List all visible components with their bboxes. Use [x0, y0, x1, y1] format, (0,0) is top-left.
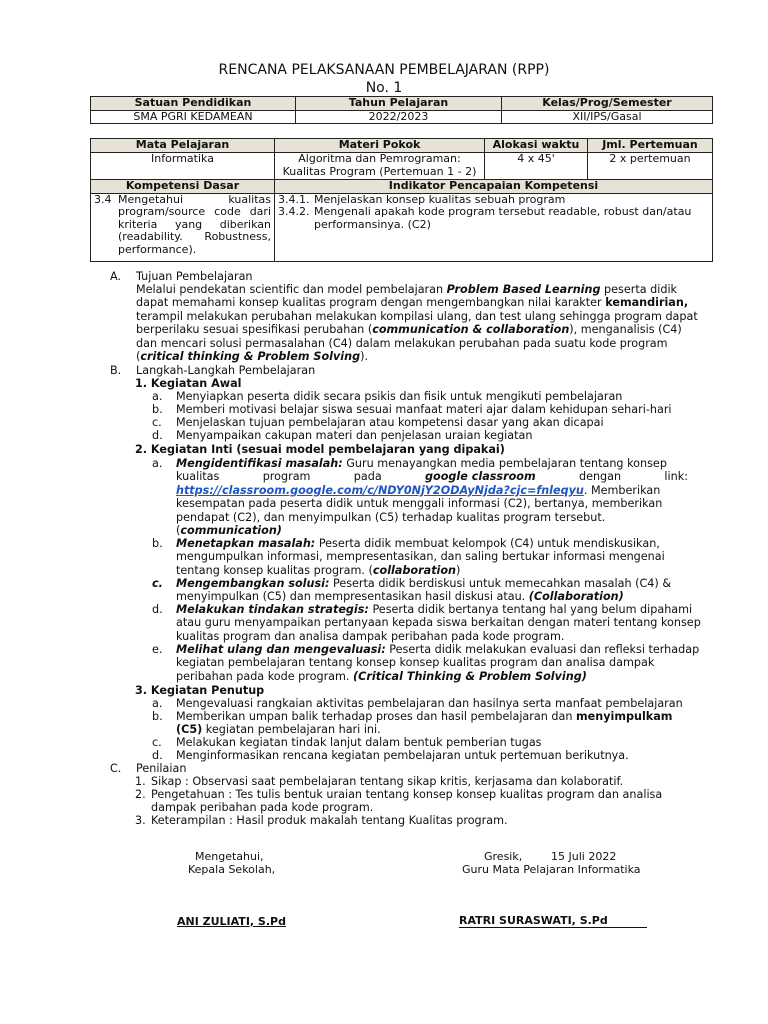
header-mapel: Mata Pelajaran [91, 139, 275, 153]
list-marker: b. [152, 537, 163, 550]
document-number: No. 1 [365, 80, 403, 96]
step-text: ) [456, 563, 461, 577]
kegiatan-inti-heading: 2. Kegiatan Inti (sesuai model pembelajaran yang dipakai) [135, 443, 505, 456]
kegiatan-penutup-heading: 3. Kegiatan Penutup [135, 684, 265, 697]
step-text: kualitas program dan analisa dampak peribahan pada kode program. [176, 629, 565, 643]
tujuan-skill: critical thinking & Problem Solving [140, 350, 361, 364]
value-materi [275, 153, 485, 180]
list-text: Menyiapkan peserta didik secara psikis dan fisik untuk mengikuti pembelajaran [176, 390, 623, 403]
step-text: Peserta didik bertanya tentang hal yang belum dipahami [368, 603, 693, 616]
materi-line: Kualitas Program (Pertemuan 1 - 2) [282, 164, 477, 178]
list-marker: d. [152, 749, 163, 762]
step-text: peribahan pada kode program. [176, 669, 354, 683]
tujuan-text: dapat memahami konsep kualitas program dengan mengembangkan nilai karakter [136, 296, 606, 310]
step-title: Mengembangkan solusi: [176, 577, 330, 590]
list-marker: e. [152, 643, 163, 656]
list-marker: b. [152, 403, 163, 416]
tujuan-model: Problem Based Learning [446, 283, 601, 296]
step-text: kegiatan pembelajaran tentang konsep konsep kualitas program dan analisa dampak [176, 656, 655, 670]
indicator-cell [275, 193, 713, 261]
step-text: . Memberikan [583, 483, 661, 497]
tujuan-karakter: kemandirian, [605, 296, 689, 310]
list-marker: b. [152, 710, 163, 723]
list-marker: c. [152, 736, 162, 749]
value-kelas: XII/IPS/Gasal [502, 110, 713, 124]
list-text: Menginformasikan rencana kegiatan pembelajaran untuk pertemuan berikutnya. [176, 749, 629, 762]
list-marker: d. [152, 429, 163, 442]
step-title: Menetapkan masalah: [176, 537, 316, 550]
list-text: Melakukan kegiatan tindak lanjut dalam bentuk pemberian tugas [176, 736, 542, 749]
kegiatan-awal-heading: 1. Kegiatan Awal [135, 377, 242, 390]
step-text: mengumpulkan informasi, mempresentasikan, dan saling bertukar informasi mengenai [176, 550, 665, 564]
section-a-label: A. [110, 270, 122, 283]
tujuan-paragraph [136, 283, 698, 364]
list-marker: a. [152, 390, 163, 403]
kd-cell [91, 193, 275, 261]
signature-place: Gresik, [484, 850, 523, 863]
kd-line: (readability. Robustness, [118, 230, 271, 243]
step-text: kualitas [176, 470, 220, 484]
indicator-number: 3.4.2. [278, 205, 310, 218]
step-skill: communication) [180, 524, 282, 538]
info-table [90, 96, 713, 124]
step-text: Peserta didik membuat kelompok (C4) untuk mendiskusikan, [315, 537, 660, 550]
header-kd: Kompetensi Dasar [91, 180, 275, 194]
signature-left-label: Mengetahui, [195, 850, 264, 863]
list-text: Mengevaluasi rangkaian aktivitas pembelajaran dan hasilnya serta manfaat pembelajaran [176, 697, 683, 710]
value-alokasi: 4 x 45' [485, 153, 588, 180]
header-kelas: Kelas/Prog/Semester [502, 97, 713, 111]
step-text: dengan [578, 470, 622, 484]
kd-line: performance). [118, 242, 197, 256]
signature-right-title: Guru Mata Pelajaran Informatika [462, 863, 641, 876]
step-skill: (Collaboration) [528, 590, 624, 604]
list-marker: a. [152, 697, 163, 710]
indicator-text: performansinya. (C2) [314, 217, 431, 231]
step-text: ( [176, 524, 181, 538]
value-pertemuan: 2 x pertemuan [588, 153, 713, 180]
list-text: Menyampaikan cakupan materi dan penjelasan uraian kegiatan [176, 429, 533, 442]
list-marker: c. [152, 577, 163, 590]
step-title: Melakukan tindakan strategis: [176, 603, 369, 616]
tujuan-skill: communication & collaboration [372, 323, 570, 337]
step-text: pendapat (C2), dan menyimpulkan (C5) terhadap kualitas program tersebut. [176, 510, 606, 524]
header-ikd: Indikator Pencapaian Kompetensi [275, 180, 713, 194]
list-marker: a. [152, 457, 163, 470]
materi-line: Algoritma dan Pemrograman: [298, 152, 461, 165]
header-materi: Materi Pokok [275, 139, 485, 153]
tujuan-text: ( [136, 350, 141, 364]
header-tahun: Tahun Pelajaran [296, 97, 502, 111]
list-marker: c. [152, 416, 162, 429]
list-text-bold: (C5) [176, 723, 203, 737]
lesson-table [90, 138, 713, 262]
tujuan-text: berperilaku sesuai spesifikasi perubahan ( [136, 323, 373, 337]
list-text: Memberikan umpan balik terhadap proses dan hasil pembelajaran dan [176, 710, 576, 723]
step-title: Melihat ulang dan mengevaluasi: [176, 643, 386, 656]
value-tahun: 2022/2023 [296, 110, 502, 124]
value-mapel: Informatika [91, 153, 275, 180]
list-marker: d. [152, 603, 163, 616]
step-text: Peserta didik melakukan evaluasi dan refleksi terhadap [385, 643, 700, 656]
google-classroom-label: google classroom [425, 470, 536, 484]
list-text: Menjelaskan tujuan pembelajaran atau kompetensi dasar yang akan dicapai [176, 416, 604, 429]
step-text: atau guru menyampaikan pertanyaan kepada siswa berkaitan dengan materi tentang konsep [176, 616, 701, 630]
kd-line: program/source code dari [118, 205, 271, 218]
step-text: link: [664, 470, 688, 484]
indicator-item [278, 206, 709, 231]
list-text: Sikap : Observasi saat pembelajaran tentang sikap kritis, kerjasama dan kolaboratif. [151, 775, 624, 788]
header-pertemuan: Jml. Pertemuan [588, 139, 713, 153]
indicator-text: Menjelaskan konsep kualitas sebuah program [314, 192, 566, 206]
list-text: Pengetahuan : Tes tulis bentuk uraian tentang konsep konsep kualitas program dan analisa [151, 788, 663, 801]
signature-date: 15 Juli 2022 [551, 850, 617, 863]
step-text: program [262, 470, 311, 484]
step-text: pada [353, 470, 382, 484]
section-c-title: Penilaian [136, 762, 187, 775]
step-title: Mengidentifikasi masalah: [176, 457, 343, 470]
list-marker: 1. [135, 775, 146, 788]
list-text: dampak peribahan pada kode program. [151, 801, 374, 815]
section-b-label: B. [110, 364, 122, 377]
list-text: Memberi motivasi belajar siswa sesuai manfaat materi ajar dalam kehidupan sehari-hari [176, 403, 672, 416]
tujuan-text: dan mencari solusi permasalahan (C4) dalam melakukan perubahan pada suatu kode program [136, 336, 668, 350]
section-b-title: Langkah-Langkah Pembelajaran [136, 364, 316, 377]
indicator-number: 3.4.1. [278, 192, 310, 206]
classroom-link[interactable]: https://classroom.google.com/c/NDY0NjY2ODAyNjda?cjc=fnleqyu [176, 483, 584, 497]
list-marker: 3. [135, 814, 146, 827]
kd-line: kriteria yang diberikan [118, 217, 271, 231]
tujuan-text: ). [360, 350, 368, 364]
signature-right-name: RATRI SURASWATI, S.Pd [459, 915, 647, 928]
step-skill: collaboration [372, 563, 457, 577]
list-marker: 2. [135, 788, 146, 801]
step-skill: (Critical Thinking & Problem Solving) [353, 669, 587, 683]
document-title: RENCANA PELAKSANAAN PEMBELAJARAN (RPP) [218, 62, 550, 78]
section-a-title: Tujuan Pembelajaran [136, 270, 253, 283]
step-text: tentang konsep kualitas program. ( [176, 563, 373, 577]
header-alokasi: Alokasi waktu [485, 139, 588, 153]
step-text: Guru menayangkan media pembelajaran tentang konsep [342, 457, 667, 470]
step-text: kesempatan pada peserta didik untuk menggali informasi (C2), bertanya, memberikan [176, 497, 663, 511]
tujuan-text: terampil melakukan perubahan melakukan kompilasi ulang, dan test ulang sehingga program dapat [136, 309, 698, 323]
step-text: menyimpulkan (C5) dan mempresentasikan hasil diskusi atau. [176, 590, 529, 604]
signature-left-title: Kepala Sekolah, [188, 863, 276, 876]
tujuan-text: ), menganalisis (C4) [569, 323, 682, 337]
header-satuan: Satuan Pendidikan [91, 97, 296, 111]
kd-number: 3.4 [94, 192, 112, 206]
value-satuan: SMA PGRI KEDAMEAN [91, 110, 296, 124]
list-text: kegiatan pembelajaran hari ini. [202, 723, 381, 737]
kd-line: Mengetahui kualitas [118, 192, 271, 206]
list-text-bold: menyimpulkam [576, 710, 673, 723]
tujuan-text: peserta didik [600, 283, 678, 296]
section-c-label: C. [110, 762, 122, 775]
step-text: Peserta didik berdiskusi untuk memecahkan masalah (C4) & [329, 577, 672, 590]
list-text: Keterampilan : Hasil produk makalah tentang Kualitas program. [151, 814, 508, 827]
signature-left-name: ANI ZULIATI, S.Pd [177, 915, 286, 928]
tujuan-text: Melalui pendekatan scientific dan model pembelajaran [136, 283, 447, 296]
indicator-text: Mengenali apakah kode program tersebut readable, robust dan/atau [314, 205, 692, 218]
